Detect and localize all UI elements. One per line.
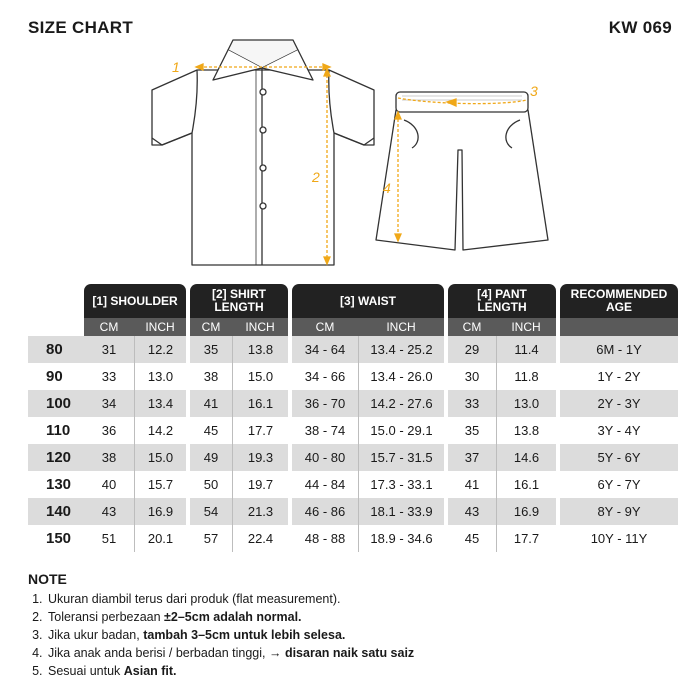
value-cell: 14.2 - 27.6 <box>358 390 444 417</box>
value-cell: 41 <box>190 390 232 417</box>
value-cell: 15.0 <box>232 363 288 390</box>
header-waist: [3] WAIST <box>292 284 444 318</box>
value-cell: 29 <box>448 336 496 363</box>
value-cell: 14.2 <box>134 417 186 444</box>
value-cell: 46 - 86 <box>292 498 358 525</box>
marker-3: 3 <box>530 83 538 99</box>
notes-title: NOTE <box>28 571 67 587</box>
value-cell: 50 <box>203 477 219 492</box>
page-title: SIZE CHART <box>28 18 133 37</box>
value-cell: 17.3 - 33.1 <box>358 471 444 498</box>
value-cell: 31 <box>84 336 134 363</box>
shorts-drawing <box>376 92 548 250</box>
value-cell: 11.8 <box>496 363 556 390</box>
value-cell: 13.4 - 25.2 <box>358 336 444 363</box>
group-header-row <box>28 284 678 318</box>
age-cell: 10Y - 11Y <box>590 531 648 546</box>
value-cell: 13.0 <box>134 363 186 390</box>
value-cell: 15.7 <box>134 471 186 498</box>
value-cell: 13.0 <box>496 390 556 417</box>
value-cell: 16.1 <box>232 390 288 417</box>
note-item <box>46 626 414 644</box>
unit-inch: INCH <box>496 318 556 336</box>
value-cell: 11.4 <box>496 336 556 363</box>
value-cell: 51 <box>101 531 117 546</box>
value-cell: 12.2 <box>134 336 186 363</box>
value-cell: 13.8 <box>496 417 556 444</box>
table-row <box>28 498 678 525</box>
value-cell: 15.7 - 31.5 <box>358 444 444 471</box>
age-cell: 6Y - 7Y <box>597 477 641 492</box>
unit-cm: CM <box>292 318 358 336</box>
value-cell: 43 <box>84 498 134 525</box>
value-cell: 36 - 70 <box>292 390 358 417</box>
value-cell: 13.4 <box>134 390 186 417</box>
header-shoulder: [1] SHOULDER <box>84 284 186 318</box>
size-cell: 110 <box>46 422 71 439</box>
age-cell: 1Y - 2Y <box>597 369 641 384</box>
note-item <box>46 662 414 680</box>
size-cell: 120 <box>28 444 84 471</box>
header-pant-length: [4] PANT LENGTH <box>448 284 556 318</box>
value-cell: 13.8 <box>232 336 288 363</box>
unit-header-row <box>28 318 678 336</box>
notes-section <box>28 570 414 680</box>
value-cell: 18.9 - 34.6 <box>358 525 444 552</box>
garment-illustration <box>0 30 700 280</box>
value-cell: 48 - 88 <box>304 531 346 546</box>
age-cell: 2Y - 3Y <box>560 390 678 417</box>
unit-cm: CM <box>448 318 496 336</box>
value-cell: 13.4 - 26.0 <box>358 363 444 390</box>
value-cell: 15.0 - 29.1 <box>358 417 444 444</box>
note-text: Jika anak anda berisi / berbadan tinggi, → <box>48 646 285 660</box>
marker-1: 1 <box>172 59 180 75</box>
value-cell: 20.1 <box>134 525 186 552</box>
value-cell: 38 <box>84 444 134 471</box>
value-cell: 41 <box>464 477 480 492</box>
note-emphasis: tambah 3–5cm untuk lebih selesa. <box>143 628 346 642</box>
value-cell: 38 - 74 <box>304 423 346 438</box>
size-cell: 130 <box>46 476 72 493</box>
table-row <box>28 525 678 552</box>
value-cell: 18.1 - 33.9 <box>358 498 444 525</box>
size-cell: 100 <box>28 390 84 417</box>
unit-cm: CM <box>190 318 232 336</box>
value-cell: 17.7 <box>496 525 556 552</box>
value-cell: 15.0 <box>134 444 186 471</box>
value-cell: 16.9 <box>134 498 186 525</box>
value-cell: 33 <box>101 369 117 384</box>
value-cell: 19.7 <box>232 471 288 498</box>
size-cell: 90 <box>46 368 63 385</box>
table-row <box>28 471 678 498</box>
marker-4: 4 <box>383 180 391 196</box>
table-row <box>28 444 678 471</box>
note-text: Sesuai untuk <box>48 664 124 678</box>
age-cell: 8Y - 9Y <box>560 498 678 525</box>
table-row <box>28 363 678 390</box>
unit-inch: INCH <box>232 318 288 336</box>
value-cell: 49 <box>190 444 232 471</box>
table-row <box>28 390 678 417</box>
table-row <box>28 417 678 444</box>
marker-2: 2 <box>312 169 320 185</box>
size-chart-table <box>28 284 678 552</box>
value-cell: 44 - 84 <box>304 477 346 492</box>
unit-cm: CM <box>84 318 134 336</box>
header-shirt-length: [2] SHIRT LENGTH <box>190 284 288 318</box>
value-cell: 35 <box>464 423 480 438</box>
notes-list <box>28 590 414 680</box>
value-cell: 45 <box>464 531 480 546</box>
note-text: Jika ukur badan, <box>48 628 144 642</box>
size-cell: 140 <box>28 498 84 525</box>
value-cell: 36 <box>101 423 117 438</box>
value-cell: 35 <box>190 336 232 363</box>
note-text: Toleransi perbezaan <box>48 610 165 624</box>
value-cell: 16.1 <box>496 471 556 498</box>
note-item <box>46 590 414 608</box>
unit-inch: INCH <box>134 318 186 336</box>
unit-inch: INCH <box>358 318 444 336</box>
value-cell: 17.7 <box>232 417 288 444</box>
age-cell: 5Y - 6Y <box>560 444 678 471</box>
value-cell: 45 <box>203 423 219 438</box>
size-cell: 80 <box>28 336 84 363</box>
product-code: KW 069 <box>608 18 672 37</box>
value-cell: 40 <box>101 477 117 492</box>
note-emphasis: ±2–5cm adalah normal. <box>164 610 302 624</box>
value-cell: 22.4 <box>232 525 288 552</box>
value-cell: 57 <box>203 531 219 546</box>
age-cell: 6M - 1Y <box>560 336 678 363</box>
note-emphasis: Asian fit. <box>123 664 177 678</box>
note-text: Ukuran diambil terus dari produk (flat measurement). <box>48 592 341 606</box>
table-row <box>28 336 678 363</box>
value-cell: 14.6 <box>496 444 556 471</box>
age-cell: 3Y - 4Y <box>597 423 641 438</box>
size-cell: 150 <box>46 530 72 547</box>
note-emphasis: disaran naik satu saiz <box>284 646 415 660</box>
note-item <box>46 608 414 626</box>
header-recommended-age: RECOMMENDED AGE <box>560 284 678 318</box>
value-cell: 54 <box>190 498 232 525</box>
value-cell: 21.3 <box>232 498 288 525</box>
shirt-drawing <box>152 40 374 265</box>
value-cell: 37 <box>448 444 496 471</box>
value-cell: 19.3 <box>232 444 288 471</box>
value-cell: 40 - 80 <box>292 444 358 471</box>
value-cell: 33 <box>448 390 496 417</box>
value-cell: 43 <box>448 498 496 525</box>
value-cell: 34 - 64 <box>292 336 358 363</box>
value-cell: 16.9 <box>496 498 556 525</box>
value-cell: 34 <box>84 390 134 417</box>
value-cell: 38 <box>203 369 219 384</box>
note-item <box>46 644 414 662</box>
value-cell: 30 <box>464 369 480 384</box>
value-cell: 34 - 66 <box>304 369 346 384</box>
